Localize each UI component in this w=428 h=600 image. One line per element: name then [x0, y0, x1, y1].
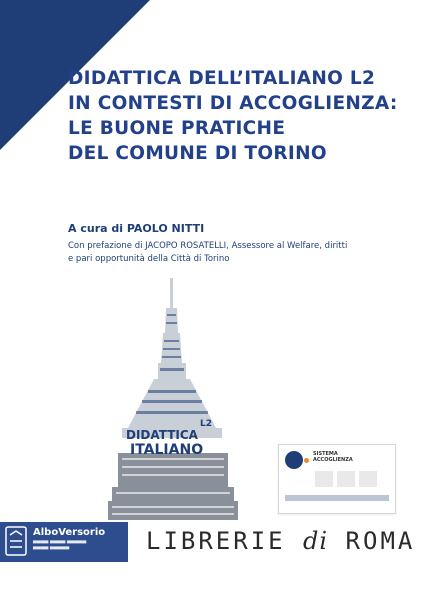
partner-thumb [337, 471, 355, 487]
preface-line: e pari opportunità della Città di Torino [68, 254, 230, 264]
partner-name: SISTEMA ACCOGLIENZA [313, 451, 353, 463]
mole-antonelliana-illustration [108, 278, 238, 520]
book-title [68, 66, 418, 166]
dot-icon [304, 458, 309, 463]
partner-thumb [359, 471, 377, 487]
preface-note [68, 240, 398, 266]
partner-logo-card [278, 444, 396, 514]
title-line: DIDATTICA DELL’ITALIANO L2 [68, 68, 376, 89]
watermark-text: LIBRERIE di ROMA [146, 527, 416, 555]
title-line: DEL COMUNE DI TORINO [68, 143, 327, 164]
series-subtitle: ▀▀▀▀ ▀▀▀▀ ▀▀▀▀▀ ▀▀▀▀ ▀▀▀▀▀ [33, 541, 87, 553]
partner-info-bar [285, 495, 389, 501]
mole-word: DIDATTICA [126, 428, 198, 442]
mole-word: L2 [200, 419, 212, 429]
circle-logo-icon [285, 451, 303, 469]
title-line: LE BUONE PRATICHE [68, 118, 286, 139]
preface-line: Con prefazione di JACOPO ROSATELLI, Assessore al Welfare, diritti [68, 241, 348, 251]
mole-word: ITALIANO [130, 442, 204, 458]
curator-line: A cura di PAOLO NITTI [68, 222, 205, 235]
title-line: IN CONTESTI DI ACCOGLIENZA: [68, 93, 398, 114]
partner-thumb [315, 471, 333, 487]
series-name: AlboVersorio [33, 527, 106, 538]
series-emblem-icon [4, 525, 28, 557]
